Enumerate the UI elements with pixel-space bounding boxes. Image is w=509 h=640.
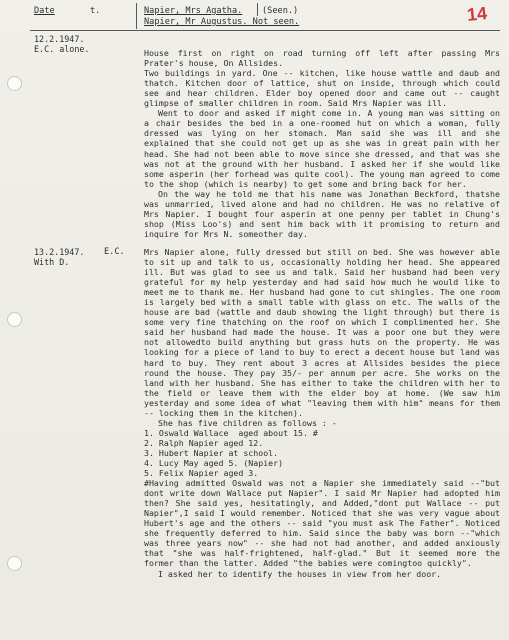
- entry2-margin: [34, 247, 84, 267]
- entry2-paragraph: She has five children as follows : -: [158, 417, 337, 428]
- entry1-date: 12.2.1947.: [34, 34, 85, 44]
- entry1-paragraph: House first on right on road turning off left after passing Mrs Prater's house, On Allsides.: [144, 48, 500, 69]
- entry1-paragraph: On the way he told me that his name was Jonathan Beckford, thatshe was unmarried, lived alone and had no children. He was no relative of Mrs Napier. I bought four asperin at one penny per tablet in Chung's shop (Miss Loo's) and sent him back with it promising to return and inquire for Mrs N. someother day.: [144, 188, 500, 239]
- header-divider: [136, 3, 137, 29]
- entry2-visitors: With D.: [34, 257, 70, 268]
- subject-name-primary: Napier, Mrs Agatha.: [144, 6, 243, 16]
- child-list-item: 2. Ralph Napier aged 12.: [144, 437, 264, 448]
- entry2-body: [144, 247, 500, 579]
- page-number: 14: [465, 3, 488, 25]
- punch-hole: [7, 312, 22, 327]
- date-label: Date: [34, 6, 55, 16]
- header-box-right: [257, 3, 258, 16]
- t-label: t.: [90, 6, 101, 16]
- punch-hole: [7, 76, 22, 91]
- entry2-date: 13.2.1947.: [34, 247, 85, 257]
- entry2-paragraph: #Having admitted Oswald was not a Napier she immediately said --"but dont write down Wallace put Napier". I said Mr Napier had adopted him then? She said yes, hesitatingly, and Added,"dont put Wallace -- put Napier",I said I would remember. Noticed that she was very vague about Hubert's age and the others -- said "you must ask The Father". Noticed she frequently deferred to him. Said since the baby was born --"which was three years now" -- she had not had another, and added anxiously that "she was half-frightened, half-glad." But it seemed more the former than the latter. Added "the babies were comingtoo quickly".: [144, 478, 500, 569]
- child-list-item: 3. Hubert Napier at school.: [144, 447, 279, 458]
- header-rule: [30, 30, 500, 31]
- entry1-paragraph: Two buildings in yard. One -- kitchen, like house wattle and daub and thatch. Kitchen door of lattice, shut on inside, through which could see and hear children. Elder boy opened door and came out -- caught glimpse of smaller children in room. Said Mrs Napier was ill.: [144, 68, 500, 109]
- entry1-visitors: E.C. alone.: [34, 44, 90, 55]
- child-list-item: 1. Oswald Wallace aged about 15. #: [144, 427, 318, 438]
- entry1-margin: [34, 34, 89, 54]
- entry2-paragraph: I asked her to identify the houses in view from her door.: [158, 568, 442, 579]
- child-list-item: 5. Felix Napier aged 3.: [144, 468, 259, 479]
- entry2-paragraph: Mrs Napier alone, fully dressed but still on bed. She was however able to sit up and talk to us, occasionally holding her head. She appeared ill. But was glad to see us and talk. Said her husband had been very grateful for my help yesterday and had said how much he would like to meet me to thank me. Her husband had gone to cut shingles. The one room is largely bed with a small table with glass on etc. The walls of the house are bad (wattle and daub showing the light through) but there is some very fine thatching on the roof on which I complimented her. She said her husband had made the house. It was a poor one but they were not allowedto build anything but grass huts on the property. He was looking for a piece of land to buy to erect a decent house but land was hard to buy. They rent about 3 acres at Allsides besides the piece round the house. They pay 35/- per annum per acre. She works on the land with her husband. She has either to take the children with her to the field or leave them with the elder boy at home. (We saw him yesterday and some idea of what "leaving them with him" means for them -- locking them in the kitchen).: [144, 247, 500, 418]
- entry1-body: [144, 38, 500, 239]
- child-list-item: 4. Lucy May aged 5. (Napier): [144, 457, 284, 468]
- seen-status: (Seen.): [262, 6, 299, 16]
- entry1-paragraph: Went to door and asked if might come in. A young man was sitting on a chair besides the bed in a one-roomed hut on which a woman, fully dressed was lying on her stomach. Man said she was ill and she explained that she could not get up as she was in great pain with her head. She had not been able to move since she dressed, and that was she was not at the ground with her husband. I asked her if she would like some asperin (her forhead was quite cool). The young man agreed to come to the shop (which is nearby) to get some and bring back for her.: [144, 108, 500, 189]
- entry2-initials: E.C.: [104, 247, 125, 257]
- subject-name-secondary: Napier, Mr Augustus. Not seen.: [144, 17, 300, 27]
- punch-hole: [7, 556, 22, 571]
